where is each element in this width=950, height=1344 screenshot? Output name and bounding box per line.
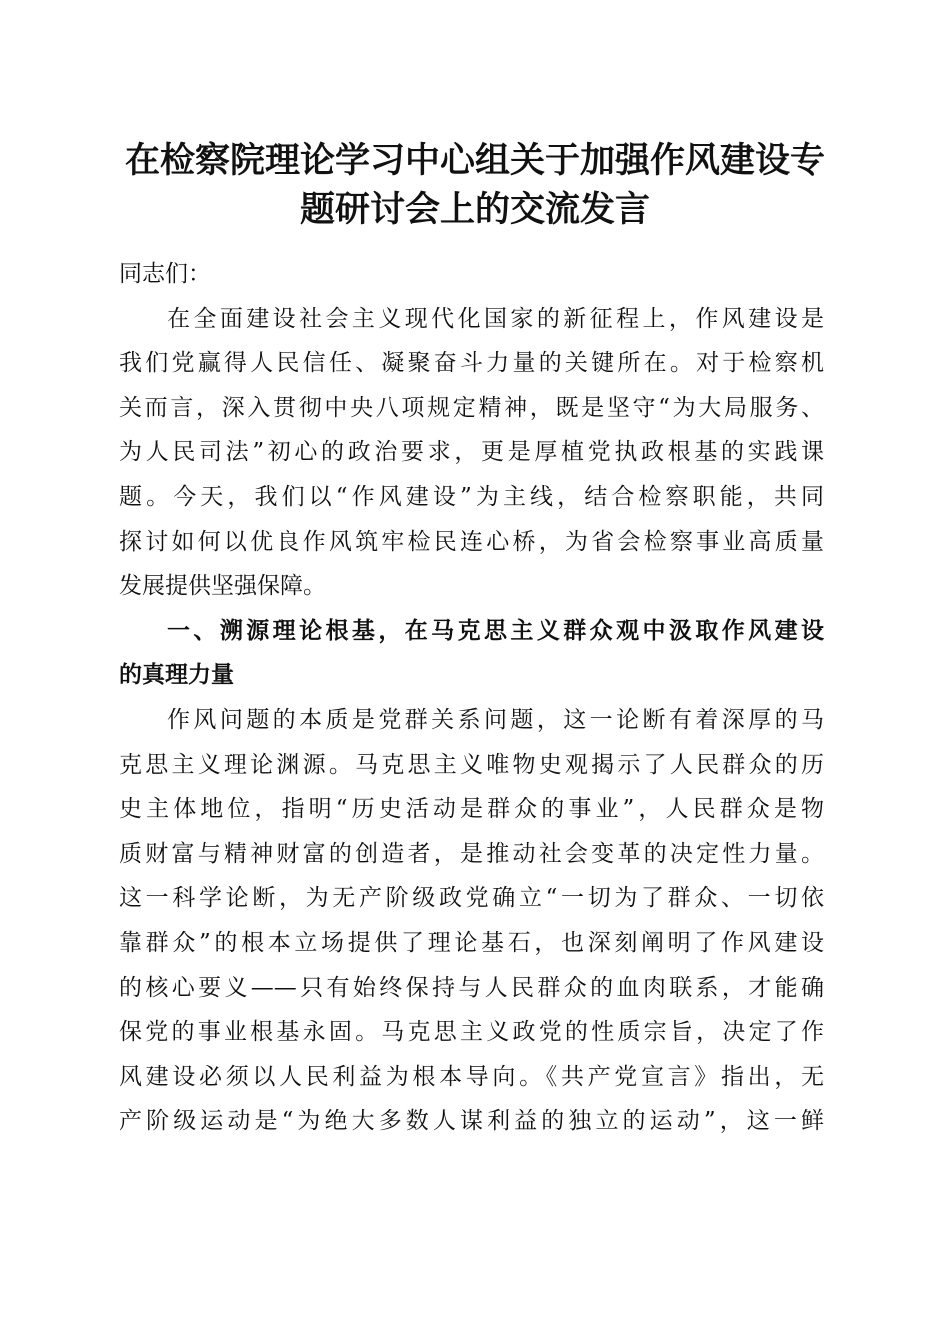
heading-line: 一、溯源理论根基，在马克思主义群众观中汲取作风建设: [167, 617, 824, 644]
text-line: 史主体地位，指明“历史活动是群众的事业”，人民群众是物: [119, 796, 824, 823]
document-title: [100, 136, 850, 234]
text-line: 题。今天，我们以“作风建设”为主线，结合检察职能，共同: [119, 483, 824, 510]
title-line: 题研讨会上的交流发言: [299, 189, 650, 230]
text-line: 在全面建设社会主义现代化国家的新征程上，作风建设是: [167, 305, 824, 332]
text-line: 产阶级运动是“为绝大多数人谋利益的独立的运动”，这一鲜: [119, 1108, 824, 1135]
text-line: 为人民司法”初心的政治要求，更是厚植党执政根基的实践课: [119, 439, 824, 466]
paragraph-section-1: [119, 698, 824, 1144]
text-line: 质财富与精神财富的创造者，是推动社会变革的决定性力量。: [119, 840, 824, 867]
text-line: 我们党赢得人民信任、凝聚奋斗力量的关键所在。对于检察机: [119, 350, 824, 377]
heading-line: 的真理力量: [119, 662, 234, 689]
salutation: 同志们：: [119, 261, 211, 287]
text-line: 发展提供坚强保障。: [119, 573, 326, 600]
section-heading-1: [119, 609, 824, 698]
text-line: 靠群众”的根本立场提供了理论基石，也深刻阐明了作风建设: [119, 929, 824, 956]
text-line: 这一科学论断，为无产阶级政党确立“一切为了群众、一切依: [119, 885, 824, 912]
text-line: 作风问题的本质是党群关系问题，这一论断有着深厚的马: [167, 706, 824, 733]
title-line: 在检察院理论学习中心组关于加强作风建设专: [124, 140, 825, 181]
text-line: 探讨如何以优良作风筑牢检民连心桥，为省会检察事业高质量: [119, 528, 824, 555]
paragraph-intro: [119, 297, 824, 609]
document-body: [119, 252, 824, 1144]
text-line: 风建设必须以人民利益为根本导向。《共产党宣言》指出，无: [119, 1063, 824, 1090]
text-line: 保党的事业根基永固。马克思主义政党的性质宗旨，决定了作: [119, 1019, 824, 1046]
text-line: 克思主义理论渊源。马克思主义唯物史观揭示了人民群众的历: [119, 751, 824, 778]
text-line: 关而言，深入贯彻中央八项规定精神，既是坚守“为大局服务、: [119, 394, 824, 421]
text-line: 的核心要义——只有始终保持与人民群众的血肉联系，才能确: [119, 974, 824, 1001]
